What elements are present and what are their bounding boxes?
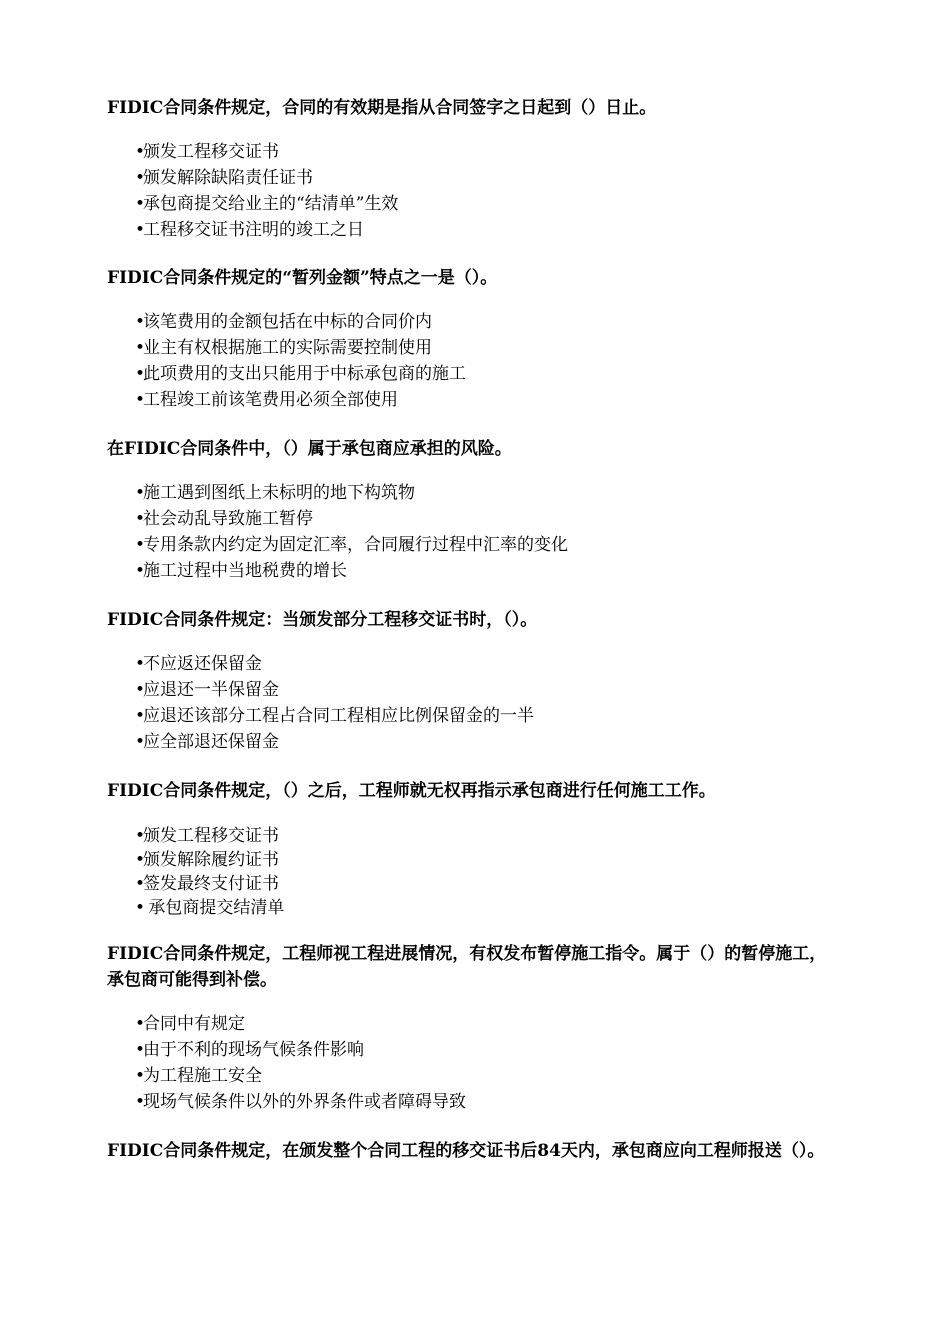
- option-text: 该笔费用的金额包括在中标的合同价内: [143, 312, 432, 332]
- question-text: FIDIC合同条件规定，合同的有效期是指从合同签字之日起到（）日止。: [107, 98, 657, 118]
- option-item: [135, 1063, 865, 1089]
- option-text: 颁发工程移交证书: [143, 142, 279, 162]
- option-item: [135, 506, 865, 532]
- question-block-1: [107, 95, 837, 243]
- option-item: [135, 729, 865, 755]
- option-list: [135, 309, 865, 413]
- option-list: [135, 1011, 865, 1115]
- bullet-icon: •: [135, 338, 146, 358]
- option-text: 承包商提交给业主的“结清单”生效: [143, 194, 399, 214]
- option-text: 工程竣工前该笔费用必须全部使用: [143, 390, 398, 410]
- bullet-icon: •: [135, 390, 146, 410]
- question-block-2: [107, 265, 837, 413]
- option-text: 应退还一半保留金: [143, 680, 279, 700]
- bullet-icon: •: [135, 850, 146, 870]
- question-text: 在FIDIC合同条件中，（）属于承包商应承担的风险。: [107, 439, 512, 459]
- bullet-icon: •: [135, 168, 146, 188]
- option-item: [135, 824, 865, 848]
- option-item: [135, 1011, 865, 1037]
- bullet-icon: •: [135, 680, 146, 700]
- option-item: [135, 361, 865, 387]
- option-item: [135, 139, 865, 165]
- question-block-6: [107, 941, 837, 1115]
- option-text: 专用条款内约定为固定汇率，合同履行过程中汇率的变化: [143, 535, 568, 555]
- question-text: FIDIC合同条件规定：当颁发部分工程移交证书时，（）。: [107, 610, 538, 630]
- question-text: FIDIC合同条件规定的“暂列金额”特点之一是（）。: [107, 268, 498, 288]
- option-text: 合同中有规定: [143, 1014, 245, 1034]
- option-item: [135, 191, 865, 217]
- option-text: 不应返还保留金: [143, 654, 262, 674]
- bullet-icon: •: [135, 312, 146, 332]
- option-item: [135, 335, 865, 361]
- question-text: FIDIC合同条件规定，工程师视工程进展情况，有权发布暂停施工指令。属于（）的暂停施工，承包商可能得到补偿。: [107, 944, 827, 990]
- question-block-5: [107, 778, 837, 920]
- option-item: [135, 309, 865, 335]
- option-text: 颁发解除缺陷责任证书: [143, 168, 313, 188]
- bullet-icon: •: [135, 1092, 146, 1112]
- option-item: [135, 165, 865, 191]
- option-item: [135, 703, 865, 729]
- option-item: [135, 677, 865, 703]
- option-text: 施工过程中当地税费的增长: [143, 561, 347, 581]
- bullet-icon: •: [135, 1066, 146, 1086]
- option-item: [135, 480, 865, 506]
- option-text: 颁发解除履约证书: [143, 850, 279, 870]
- option-text: 施工遇到图纸上未标明的地下构筑物: [143, 483, 415, 503]
- bullet-icon: •: [135, 1040, 146, 1060]
- option-list: [135, 139, 865, 243]
- option-list: [135, 480, 865, 584]
- option-item: [135, 651, 865, 677]
- bullet-icon: •: [135, 874, 146, 894]
- question-block-7: [107, 1138, 837, 1164]
- option-item: [135, 1037, 865, 1063]
- option-text: 颁发工程移交证书: [143, 826, 279, 846]
- option-item: [135, 896, 865, 920]
- option-text: 工程移交证书注明的竣工之日: [143, 220, 364, 240]
- bullet-icon: •: [135, 561, 146, 581]
- bullet-icon: •: [135, 898, 146, 918]
- option-item: [135, 872, 865, 896]
- option-item: [135, 558, 865, 584]
- bullet-icon: •: [135, 1014, 146, 1034]
- option-text: 签发最终支付证书: [143, 874, 279, 894]
- bullet-icon: •: [135, 194, 146, 214]
- option-text: 应全部退还保留金: [143, 732, 279, 752]
- option-text: 承包商提交结清单: [143, 898, 285, 918]
- option-text: 应退还该部分工程占合同工程相应比例保留金的一半: [143, 706, 534, 726]
- bullet-icon: •: [135, 654, 146, 674]
- question-text: FIDIC合同条件规定，在颁发整个合同工程的移交证书后84天内，承包商应向工程师报送（）。: [107, 1141, 825, 1161]
- bullet-icon: •: [135, 509, 146, 529]
- option-text: 此项费用的支出只能用于中标承包商的施工: [143, 364, 466, 384]
- question-text: FIDIC合同条件规定，（）之后，工程师就无权再指示承包商进行任何施工工作。: [107, 781, 716, 801]
- bullet-icon: •: [135, 535, 146, 555]
- bullet-icon: •: [135, 364, 146, 384]
- question-block-4: [107, 607, 837, 755]
- bullet-icon: •: [135, 220, 146, 240]
- bullet-icon: •: [135, 732, 146, 752]
- bullet-icon: •: [135, 826, 146, 846]
- option-item: [135, 532, 865, 558]
- option-item: [135, 848, 865, 872]
- option-item: [135, 1089, 865, 1115]
- option-list: [135, 824, 865, 920]
- option-item: [135, 387, 865, 413]
- option-text: 社会动乱导致施工暂停: [143, 509, 313, 529]
- option-text: 业主有权根据施工的实际需要控制使用: [143, 338, 432, 358]
- bullet-icon: •: [135, 706, 146, 726]
- bullet-icon: •: [135, 142, 146, 162]
- bullet-icon: •: [135, 483, 146, 503]
- option-text: 由于不利的现场气候条件影响: [143, 1040, 364, 1060]
- question-block-3: [107, 436, 837, 584]
- option-text: 现场气候条件以外的外界条件或者障碍导致: [143, 1092, 466, 1112]
- option-text: 为工程施工安全: [143, 1066, 262, 1086]
- option-list: [135, 651, 865, 755]
- option-item: [135, 217, 865, 243]
